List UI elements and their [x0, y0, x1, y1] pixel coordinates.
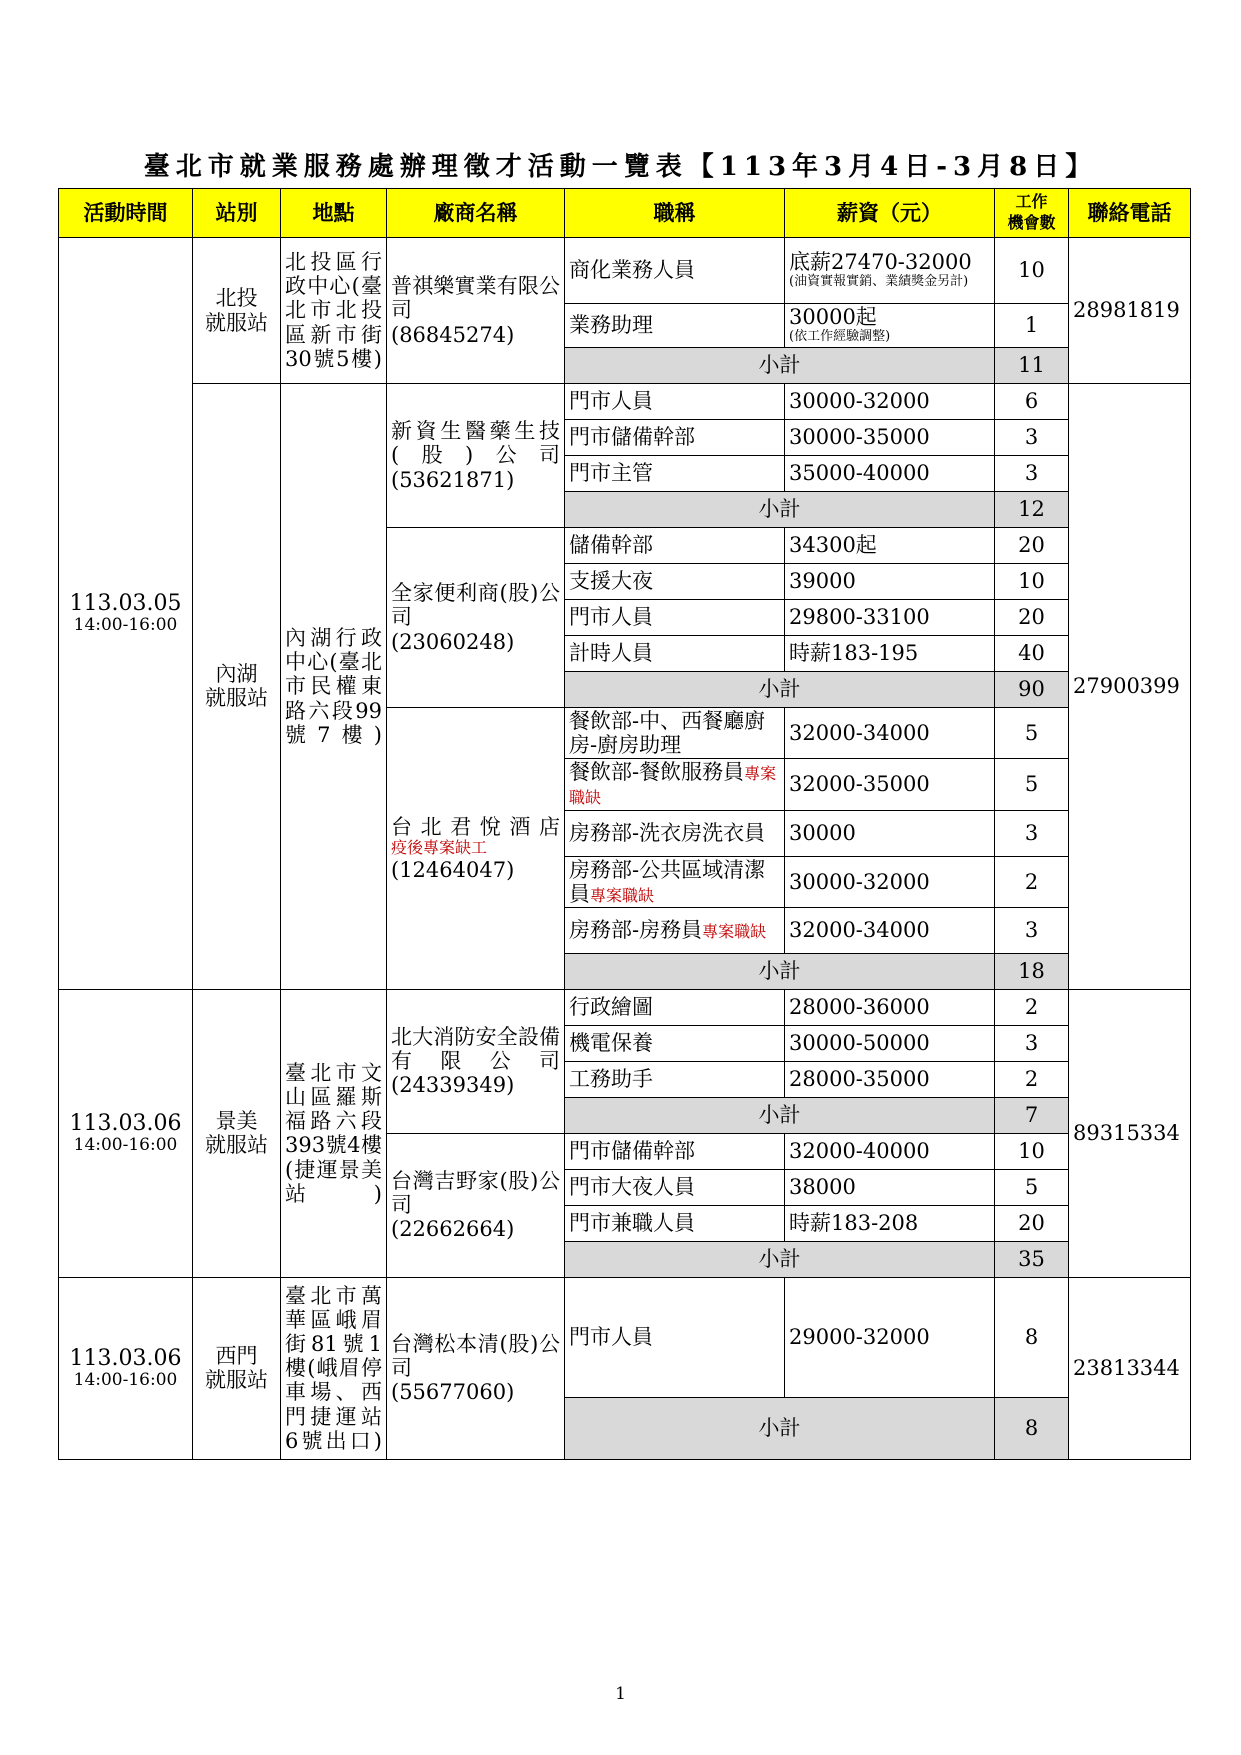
company-id: (12464047) [391, 857, 515, 882]
job-title [565, 1277, 785, 1397]
job-count: 5 [995, 1169, 1069, 1205]
job-title-text: 門市大夜人員 [569, 1175, 695, 1200]
job-title [565, 528, 785, 564]
job-salary [785, 420, 995, 456]
job-title [565, 238, 785, 304]
job-salary-text: 29000-32000 [789, 1325, 930, 1350]
station-line: 內湖 [215, 662, 258, 687]
subtotal-label: 小計 [565, 348, 995, 384]
station-cell [193, 238, 281, 384]
job-count: 3 [995, 1025, 1069, 1061]
company-cell [387, 1133, 565, 1277]
job-salary-text: 39000 [789, 569, 856, 594]
company-name: 台灣吉野家(股)公司 [391, 1169, 560, 1218]
company-cell [387, 384, 565, 528]
header-count: 工作 機會數 [995, 189, 1069, 238]
job-salary [785, 384, 995, 420]
job-salary-text: 底薪27470-32000 [789, 249, 972, 274]
job-title [565, 810, 785, 856]
phone-cell: 28981819 [1069, 238, 1191, 384]
job-salary-text: 32000-40000 [789, 1139, 930, 1164]
company-id: (23060248) [391, 629, 515, 654]
subtotal-label: 小計 [565, 1397, 995, 1459]
job-salary-text: 30000-32000 [789, 869, 930, 894]
job-salary [785, 564, 995, 600]
job-salary [785, 238, 995, 304]
job-salary-text: 30000-50000 [789, 1031, 930, 1056]
job-title-text: 支援大夜 [569, 569, 653, 594]
subtotal-count: 90 [995, 672, 1069, 708]
table-row [59, 989, 1191, 1025]
job-count: 2 [995, 1061, 1069, 1097]
job-salary [785, 600, 995, 636]
company-id: (24339349) [391, 1073, 515, 1098]
job-title-text: 門市人員 [569, 605, 653, 630]
job-title-text: 房務部-洗衣房洗衣員 [569, 821, 766, 846]
job-title [565, 856, 785, 907]
job-count: 5 [995, 708, 1069, 759]
job-salary [785, 456, 995, 492]
activity-hours: 14:00-16:00 [73, 1370, 178, 1391]
station-line: 就服站 [205, 1133, 268, 1158]
header-job: 職稱 [565, 189, 785, 238]
job-title-text: 房務部-公共區域清潔員 [569, 857, 766, 906]
phone-cell: 89315334 [1069, 989, 1191, 1277]
table-row [59, 384, 1191, 420]
station-line: 就服站 [205, 1368, 268, 1393]
place-cell: 臺北市萬華區峨眉街81號1樓(峨眉停車場、西門捷運站6號出口) [281, 1277, 387, 1459]
job-count: 3 [995, 907, 1069, 953]
job-salary-text: 時薪183-195 [789, 641, 919, 666]
subtotal-count: 12 [995, 492, 1069, 528]
job-title [565, 564, 785, 600]
job-salary [785, 856, 995, 907]
job-title-text: 行政繪圖 [569, 995, 653, 1020]
job-title-text: 門市兼職人員 [569, 1211, 695, 1236]
job-count: 3 [995, 810, 1069, 856]
job-count: 3 [995, 456, 1069, 492]
page-title: 臺北市就業服務處辦理徵才活動一覽表【113年3月4日-3月8日】 [143, 152, 1098, 182]
job-title-text: 門市儲備幹部 [569, 1139, 695, 1164]
company-cell [387, 708, 565, 990]
subtotal-label: 小計 [565, 1241, 995, 1277]
job-title-note: 專案職缺 [569, 764, 777, 808]
job-count: 10 [995, 238, 1069, 304]
job-salary [785, 1061, 995, 1097]
job-salary-text: 30000起 [789, 305, 877, 329]
job-title [565, 636, 785, 672]
subtotal-count: 8 [995, 1397, 1069, 1459]
activity-time-cell [59, 1277, 193, 1459]
job-title [565, 384, 785, 420]
recruitment-table [58, 188, 1191, 1460]
station-line: 景美 [215, 1109, 258, 1134]
job-count: 20 [995, 528, 1069, 564]
job-count: 10 [995, 564, 1069, 600]
job-title-text: 門市儲備幹部 [569, 425, 695, 450]
job-title [565, 1205, 785, 1241]
job-title-text: 計時人員 [569, 641, 653, 666]
activity-date: 113.03.06 [69, 1110, 182, 1136]
job-salary [785, 989, 995, 1025]
header-company: 廠商名稱 [387, 189, 565, 238]
station-line: 就服站 [205, 686, 268, 711]
job-salary-text: 時薪183-208 [789, 1211, 919, 1236]
job-title [565, 1025, 785, 1061]
subtotal-count: 11 [995, 348, 1069, 384]
job-title-text: 工務助手 [569, 1067, 653, 1092]
job-salary [785, 907, 995, 953]
subtotal-label: 小計 [565, 1097, 995, 1133]
job-title [565, 907, 785, 953]
station-cell [193, 1277, 281, 1459]
table-body [59, 238, 1191, 1460]
job-salary-text: 30000 [789, 821, 856, 846]
job-count: 2 [995, 989, 1069, 1025]
company-name: 全家便利商(股)公司 [391, 581, 560, 630]
job-salary-text: 38000 [789, 1175, 856, 1200]
company-id: (22662664) [391, 1217, 515, 1242]
job-salary-text: 34300起 [789, 533, 877, 558]
activity-date: 113.03.05 [69, 591, 182, 617]
job-title-text: 機電保養 [569, 1031, 653, 1056]
job-count: 8 [995, 1277, 1069, 1397]
job-title-text: 門市人員 [569, 389, 653, 414]
job-title-note: 專案職缺 [702, 922, 767, 942]
header-place: 地點 [281, 189, 387, 238]
job-title-text: 房務部-房務員 [569, 918, 703, 943]
company-cell [387, 238, 565, 384]
subtotal-count: 18 [995, 953, 1069, 989]
company-id: (55677060) [391, 1380, 515, 1405]
job-count: 6 [995, 384, 1069, 420]
header-phone: 聯絡電話 [1069, 189, 1191, 238]
job-salary-text: 30000-32000 [789, 389, 930, 414]
activity-time-cell [59, 238, 193, 990]
job-salary [785, 636, 995, 672]
job-count: 5 [995, 759, 1069, 810]
job-salary [785, 304, 995, 348]
job-salary [785, 528, 995, 564]
activity-hours: 14:00-16:00 [73, 615, 178, 636]
job-title-text: 業務助理 [569, 313, 653, 338]
job-salary-note: (油資實報實銷、業績獎金另計) [789, 274, 969, 290]
job-title [565, 304, 785, 348]
company-id: (53621871) [391, 467, 515, 492]
job-salary-text: 32000-34000 [789, 918, 930, 943]
subtotal-label: 小計 [565, 672, 995, 708]
phone-cell: 23813344 [1069, 1277, 1191, 1459]
job-title-text: 餐飲部-中、西餐廳廚房-廚房助理 [569, 709, 766, 758]
job-salary-text: 32000-34000 [789, 721, 930, 746]
job-count: 2 [995, 856, 1069, 907]
job-salary-text: 28000-36000 [789, 995, 930, 1020]
job-title-text: 儲備幹部 [569, 533, 653, 558]
station-line: 西門 [215, 1344, 258, 1369]
job-title-text: 商化業務人員 [569, 258, 695, 283]
activity-time-cell [59, 989, 193, 1277]
job-title-text: 門市人員 [569, 1325, 653, 1350]
job-salary [785, 1277, 995, 1397]
company-name: 台北君悅酒店 [391, 815, 560, 840]
subtotal-label: 小計 [565, 953, 995, 989]
subtotal-count: 35 [995, 1241, 1069, 1277]
header-time: 活動時間 [59, 189, 193, 238]
job-salary [785, 810, 995, 856]
header-salary: 薪資（元） [785, 189, 995, 238]
job-salary [785, 1169, 995, 1205]
job-count: 10 [995, 1133, 1069, 1169]
job-title [565, 420, 785, 456]
station-cell [193, 384, 281, 990]
job-salary [785, 1025, 995, 1061]
company-name: 新資生醫藥生技(股)公司 [391, 419, 560, 468]
company-cell [387, 989, 565, 1133]
job-title [565, 1061, 785, 1097]
job-salary-text: 30000-35000 [789, 425, 930, 450]
job-count: 3 [995, 420, 1069, 456]
job-salary-text: 32000-35000 [789, 772, 930, 797]
job-count: 1 [995, 304, 1069, 348]
phone-cell: 27900399 [1069, 384, 1191, 990]
job-salary-text: 29800-33100 [789, 605, 930, 630]
job-salary-note: (依工作經驗調整) [789, 329, 891, 345]
place-cell: 內湖行政中心(臺北市民權東路六段99號7樓) [281, 384, 387, 990]
header-row [59, 189, 1191, 238]
job-salary-text: 28000-35000 [789, 1067, 930, 1092]
station-line: 北投 [215, 286, 258, 311]
table-row [59, 1277, 1191, 1397]
company-name: 台灣松本清(股)公司 [391, 1332, 560, 1381]
job-title [565, 456, 785, 492]
company-name: 普祺樂實業有限公司 [391, 274, 560, 323]
job-title-text: 門市主管 [569, 461, 653, 486]
job-salary [785, 1205, 995, 1241]
job-salary-text: 35000-40000 [789, 461, 930, 486]
subtotal-count: 7 [995, 1097, 1069, 1133]
job-title-text: 餐飲部-餐飲服務員 [569, 760, 745, 785]
table-row [59, 238, 1191, 304]
job-salary [785, 1133, 995, 1169]
company-cell [387, 1277, 565, 1459]
activity-hours: 14:00-16:00 [73, 1135, 178, 1156]
job-title [565, 759, 785, 810]
company-id: (86845274) [391, 322, 515, 347]
place-cell: 臺北市文山區羅斯福路六段393號4樓(捷運景美站) [281, 989, 387, 1277]
place-cell: 北投區行政中心(臺北市北投區新市街30號5樓) [281, 238, 387, 384]
job-salary [785, 759, 995, 810]
station-cell [193, 989, 281, 1277]
job-count: 40 [995, 636, 1069, 672]
job-count: 20 [995, 1205, 1069, 1241]
job-title [565, 1133, 785, 1169]
subtotal-label: 小計 [565, 492, 995, 528]
page-number: 1 [615, 1684, 626, 1704]
company-note: 疫後專案缺工 [391, 838, 488, 858]
job-count: 20 [995, 600, 1069, 636]
job-salary [785, 708, 995, 759]
company-cell [387, 528, 565, 708]
activity-date: 113.03.06 [69, 1345, 182, 1371]
job-title [565, 989, 785, 1025]
job-title [565, 600, 785, 636]
header-station: 站別 [193, 189, 281, 238]
company-name: 北大消防安全設備有限公司 [391, 1025, 560, 1074]
job-title [565, 708, 785, 759]
job-title-note: 專案職缺 [590, 885, 655, 905]
station-line: 就服站 [205, 310, 268, 335]
job-title [565, 1169, 785, 1205]
